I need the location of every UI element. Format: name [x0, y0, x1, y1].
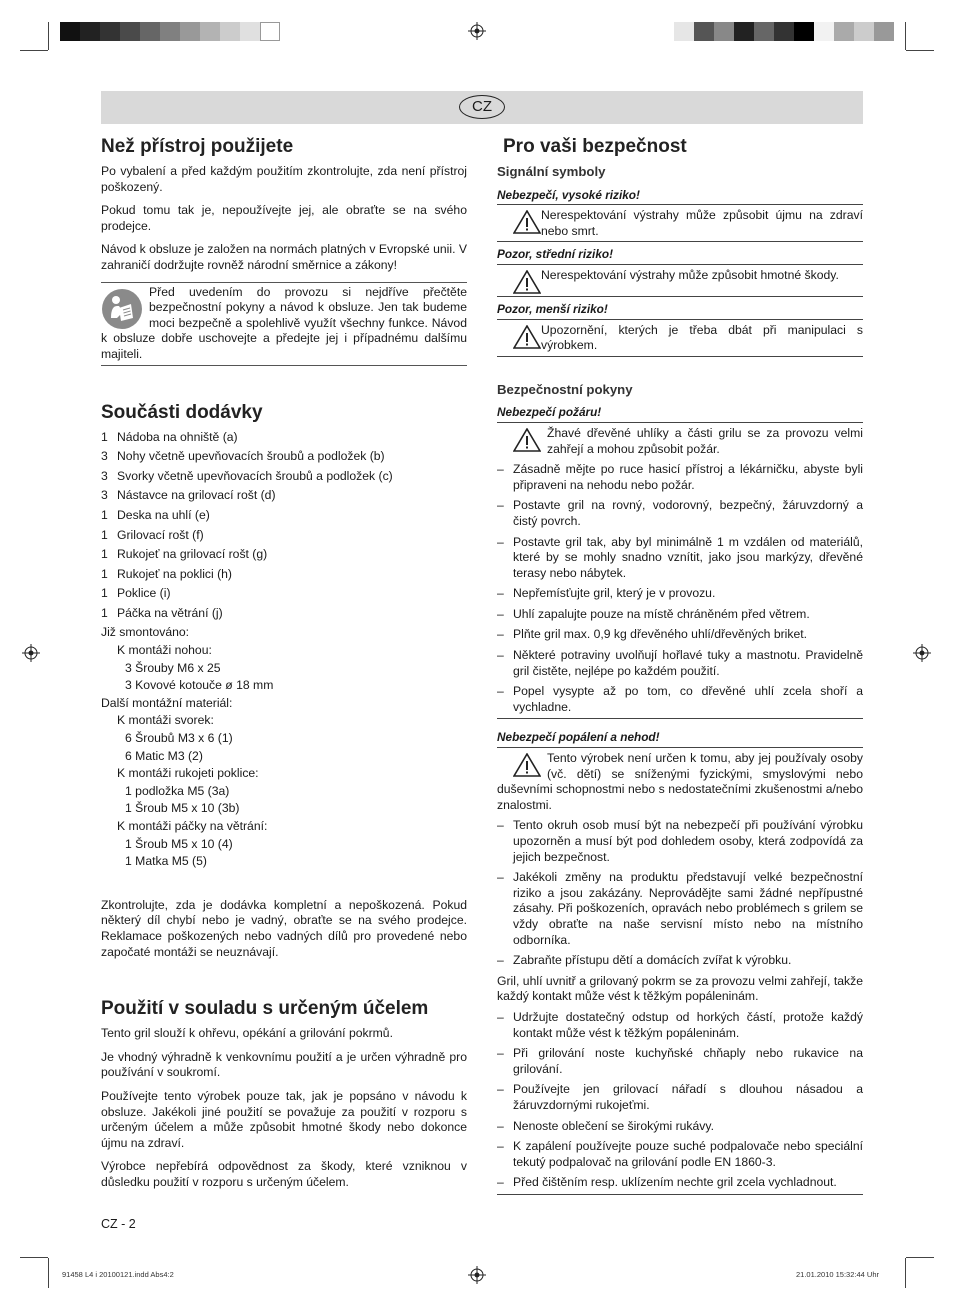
list-item: – Postavte gril tak, aby byl minimálně 1 m vzdálen od materiálů, které by se mohly snadno vznítit, jako jsou markýzy, dřevěné terasy nebo nábytek. [497, 534, 863, 580]
list-item: – K zapálení používejte pouze suché podpalovače nebo speciální tekutý podpalovač na grilování podle EN 1860-3. [497, 1139, 863, 1169]
list-item: – Zásadně mějte po ruce hasicí přístroj a lékárničku, abyste byli připraveni na nehodu nebo požár. [497, 462, 863, 492]
page-number: CZ - 2 [101, 1217, 136, 1231]
list-item: 1 Grilovací rošt (f) [101, 527, 204, 542]
list-item: 1 Rukojeť na poklici (h) [101, 566, 232, 581]
warning-triangle-icon [513, 210, 541, 234]
list-item: – Plňte gril max. 0,9 kg dřevěného uhlí/dřevěných briket. [497, 627, 808, 642]
warning-heading: Pozor, střední riziko! [497, 247, 863, 265]
registration-mark-icon [913, 644, 931, 662]
list-item: 1 Deska na uhlí (e) [101, 507, 210, 522]
list-item: 6 Matic M3 (2) [125, 748, 203, 763]
warning-heading-burn: Nebezpečí popálení a nehod! [497, 730, 863, 748]
list-item: – Postavte gril na rovný, vodorovný, bezpečný, žáruvzdorný a čistý povrch. [497, 498, 863, 528]
list-item: – Nenoste oblečení se širokými rukávy. [497, 1118, 714, 1133]
list-item: – Při grilování noste kuchyňské chňaply nebo rukavice na grilování. [497, 1046, 863, 1076]
note-text: Před uvedením do provozu si nejdříve přečtěte bezpečnostní pokyny a návod k obsluze. Jen tak budeme moci bezpečně a spolehlivě využít všechny funkce. Návod k obsluze dobře uschovejte a předejte jej i případnému dalšímu majiteli. [101, 284, 467, 361]
warning-triangle-icon [513, 270, 541, 294]
list-item: 3 Kovové kotouče ø 18 mm [125, 678, 274, 693]
warning-triangle-icon [513, 325, 541, 349]
warning-intro: Tento výrobek není určen k tomu, aby jej používaly osoby (vč. dětí) se sníženými fyzickými, smyslovými nebo duševními schopnostmi nebo s nedostatečními zkušenostmi a/nebo znalostmi. [497, 751, 863, 812]
registration-mark-icon [22, 644, 40, 662]
list-item: – Uhlí zapalujte pouze na místě chráněném před větrem. [497, 606, 810, 621]
warning-box: Upozornění, kterých je třeba dbát při manipulaci s výrobkem. [497, 323, 863, 357]
list-item: 1 Páčka na větrání (j) [101, 605, 223, 620]
list-item: 1 Matka M5 (5) [125, 854, 207, 869]
legs-mount-label: K montáži nohou: [117, 643, 212, 658]
list-item: – Nepřemísťujte gril, který je v provozu. [497, 586, 716, 601]
paragraph: Zkontrolujte, zda je dodávka kompletní a nepoškozená. Pokud některý díl chybí nebo je vadný, obraťte se na svého prodejce. Reklamace poškozených nebo vadných dílů pro provedené nebo započaté montáži se neuznávají. [101, 897, 467, 959]
paragraph: Gril, uhlí uvnitř a grilovaný pokrm se za provozu velmi zahřejí, takže každý kontakt může vést k těžkým popáleninám. [497, 973, 863, 1004]
premounted-label: Již smontováno: [101, 625, 190, 640]
list-item: 1 podložka M5 (3a) [125, 783, 230, 798]
paragraph: Po vybalení a před každým použitím zkontrolujte, zda není přístroj poškozený. [101, 164, 467, 194]
list-item: – Jakékoli změny na produktu představují velké bezpečnostní riziko a jsou zakázány. Neprovádějte sami žádné nepřípustné zásahy. Při poškozeních, opravách nebo problémech s grilem se vždy obraťte na naše servisní místo nebo na místního odborníka. [497, 870, 863, 947]
list-item: 3 Svorky včetně upevňovacích šroubů a podložek (c) [101, 468, 393, 483]
right-column [497, 136, 863, 1200]
registration-mark-icon [468, 22, 486, 40]
list-item: – Zabraňte přístupu dětí a domácích zvířat k výrobku. [497, 953, 792, 968]
list-item: 3 Nástavce na grilovací rošt (d) [101, 488, 276, 503]
list-item: – Udržujte dostatečný odstup od horkých částí, protože každý kontakt může vést k těžkým popáleninám. [497, 1009, 863, 1040]
file-info: 91458 L4 i 20100121.indd Abs4:2 [62, 1270, 174, 1279]
list-item: 1 Nádoba na ohniště (a) [101, 429, 238, 444]
list-item: 3 Nohy včetně upevňovacích šroubů a podložek (b) [101, 449, 385, 464]
warning-heading-fire: Nebezpečí požáru! [497, 405, 863, 423]
list-item: – Tento okruh osob musí být na nebezpečí při používání výrobku upozorněn a musí být pod dohledem osoby, která zodpovídá za jejich bezpečnost. [497, 818, 863, 864]
warning-heading: Nebezpečí, vysoké riziko! [497, 188, 863, 206]
registration-mark-icon [468, 1266, 486, 1284]
list-item: – Popel vysypte až po tom, co dřevěné uhlí zcela shoří a vychladne. [497, 684, 863, 719]
list-item: 1 Poklice (i) [101, 586, 171, 601]
vent-mount-label: K montáži páčky na větrání: [117, 819, 268, 833]
read-manual-note [101, 282, 467, 366]
section-title-before-use: Než přístroj použijete [101, 136, 294, 157]
list-item: – Některé potraviny uvolňují hořlavé tuky a mastnotu. Pravidelně gril čistěte, nejlépe po každém použití. [497, 648, 863, 678]
list-item: 1 Šroub M5 x 10 (3b) [125, 801, 240, 816]
section-title-delivery-contents: Součásti dodávky [101, 401, 263, 423]
lid-mount-label: K montáži rukojeti poklice: [117, 766, 259, 781]
warning-triangle-icon [513, 753, 541, 777]
left-column [101, 136, 467, 1199]
warning-triangle-icon [513, 428, 541, 452]
list-item: 6 Šroubů M3 x 6 (1) [125, 731, 233, 746]
section-title-safety: Pro vaši bezpečnost [503, 136, 687, 157]
paragraph: Pokud tomu tak je, nepoužívejte jej, ale obraťte se na svého prodejce. [101, 203, 467, 233]
paragraph: Návod k obsluze je založen na normách platných v Evropské unii. V zahraničí dodržujte rovněž národní směrnice a zákony! [101, 242, 467, 272]
subsection-title-safety-instructions: Bezpečnostní pokyny [497, 381, 633, 397]
warning-heading: Pozor, menší riziko! [497, 302, 863, 320]
date-info: 21.01.2010 15:32:44 Uhr [796, 1270, 879, 1279]
subsection-title-signal-symbols: Signální symboly [497, 164, 606, 179]
more-material-label: Další montážní materiál: [101, 695, 233, 710]
warning-box: Nerespektování výstrahy může způsobit újmu na zdraví nebo smrt. [497, 208, 863, 242]
list-item: 3 Šrouby M6 x 25 [125, 660, 221, 675]
paragraph: Výrobce nepřebírá odpovědnost za škody, které vzniknou v důsledku použití v rozporu s určeným účelem. [101, 1159, 467, 1189]
warning-intro: Žhavé dřevěné uhlíky a části grilu se za provozu velmi zahřejí a mohou způsobit požár. [497, 426, 863, 457]
paragraph: Je vhodný výhradně k venkovnímu použití a je určen výhradně pro používání v soukromí. [101, 1049, 467, 1080]
language-badge: CZ [459, 95, 505, 119]
section-title-intended-use: Použití v souladu s určeným účelem [101, 998, 429, 1020]
read-manual-icon [101, 288, 143, 330]
clamps-mount-label: K montáži svorek: [117, 713, 214, 728]
list-item: – Před čištěním resp. uklízením nechte gril zcela vychladnout. [497, 1175, 863, 1195]
list-item: 1 Šroub M5 x 10 (4) [125, 836, 233, 851]
paragraph: Používejte tento výrobek pouze tak, jak je popsáno v návodu k obsluze. Jakékoli jiné použití se považuje za použití v rozporu s určeným účelem a může způsobit hmotné škody nebo dokonce újmu na zdraví. [101, 1088, 467, 1150]
list-item: – Používejte jen grilovací nářadí s dlouhou násadou a žáruvzdornými rukojeťmi. [497, 1082, 863, 1112]
list-item: 1 Rukojeť na grilovací rošt (g) [101, 547, 268, 562]
paragraph: Tento gril slouží k ohřevu, opékání a grilování pokrmů. [101, 1026, 393, 1041]
warning-box: Nerespektování výstrahy může způsobit hmotné škody. [497, 268, 863, 297]
